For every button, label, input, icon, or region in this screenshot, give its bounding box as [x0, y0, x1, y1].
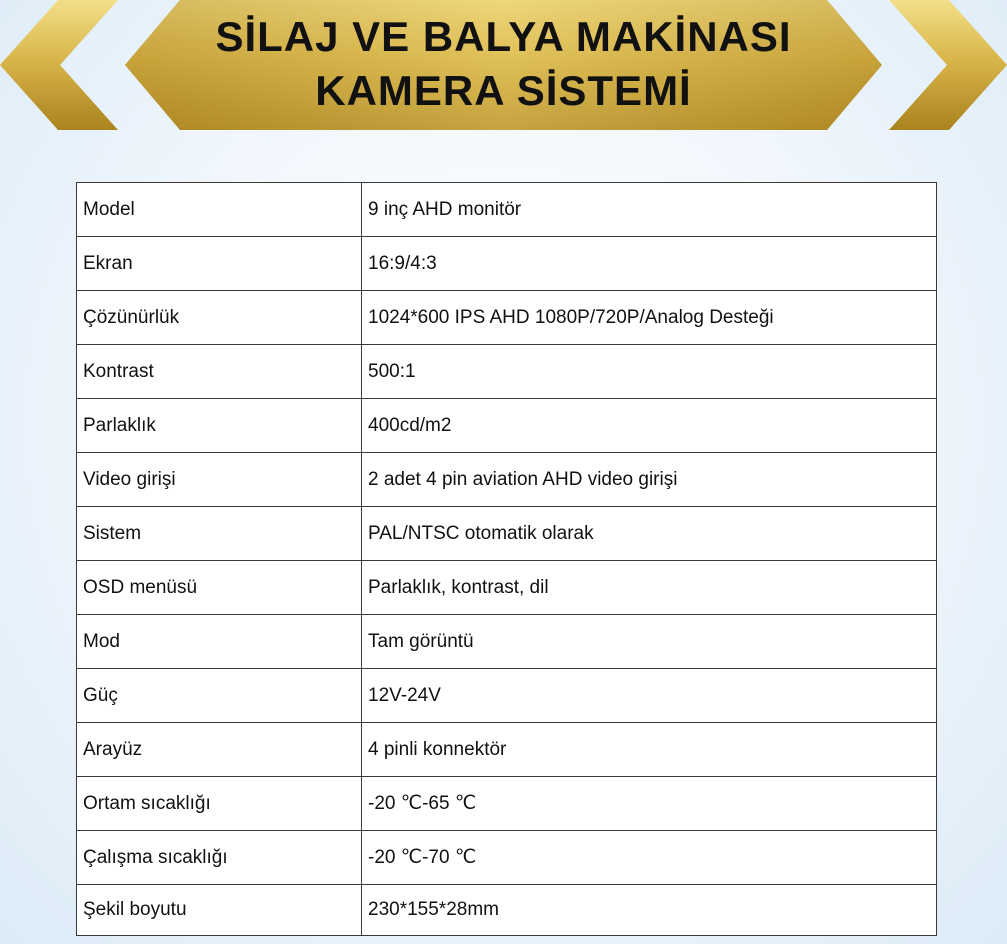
table-row [77, 399, 937, 453]
title-line-2: KAMERA SİSTEMİ [315, 67, 692, 114]
spec-label: Ortam sıcaklığı [77, 777, 362, 831]
spec-value: PAL/NTSC otomatik olarak [362, 507, 937, 561]
table-row [77, 561, 937, 615]
spec-value: 16:9/4:3 [362, 237, 937, 291]
table-row [77, 507, 937, 561]
spec-label: Güç [77, 669, 362, 723]
spec-label: Arayüz [77, 723, 362, 777]
table-row [77, 291, 937, 345]
spec-label: Çalışma sıcaklığı [77, 831, 362, 885]
table-row [77, 345, 937, 399]
spec-label: Mod [77, 615, 362, 669]
spec-label: Sistem [77, 507, 362, 561]
spec-label: Kontrast [77, 345, 362, 399]
title-line-1: SİLAJ VE BALYA MAKİNASI [215, 13, 792, 60]
spec-label: Video girişi [77, 453, 362, 507]
spec-value: Tam görüntü [362, 615, 937, 669]
table-row [77, 237, 937, 291]
spec-value: 9 inç AHD monitör [362, 183, 937, 237]
spec-value: 230*155*28mm [362, 885, 937, 936]
table-row [77, 615, 937, 669]
spec-value: 12V-24V [362, 669, 937, 723]
spec-value: -20 ℃-65 ℃ [362, 777, 937, 831]
spec-value: 400cd/m2 [362, 399, 937, 453]
table-row [77, 777, 937, 831]
spec-label: Model [77, 183, 362, 237]
table-row [77, 885, 937, 936]
spec-table [76, 182, 937, 936]
spec-label: Çözünürlük [77, 291, 362, 345]
spec-value: Parlaklık, kontrast, dil [362, 561, 937, 615]
title-banner [0, 0, 1007, 130]
spec-label: OSD menüsü [77, 561, 362, 615]
table-row [77, 723, 937, 777]
table-row [77, 183, 937, 237]
spec-value: -20 ℃-70 ℃ [362, 831, 937, 885]
spec-label: Ekran [77, 237, 362, 291]
page-title [0, 10, 1007, 118]
spec-value: 4 pinli konnektör [362, 723, 937, 777]
spec-value: 2 adet 4 pin aviation AHD video girişi [362, 453, 937, 507]
table-row [77, 453, 937, 507]
table-row [77, 669, 937, 723]
spec-value: 500:1 [362, 345, 937, 399]
spec-label: Şekil boyutu [77, 885, 362, 936]
spec-value: 1024*600 IPS AHD 1080P/720P/Analog Desteği [362, 291, 937, 345]
table-row [77, 831, 937, 885]
spec-label: Parlaklık [77, 399, 362, 453]
